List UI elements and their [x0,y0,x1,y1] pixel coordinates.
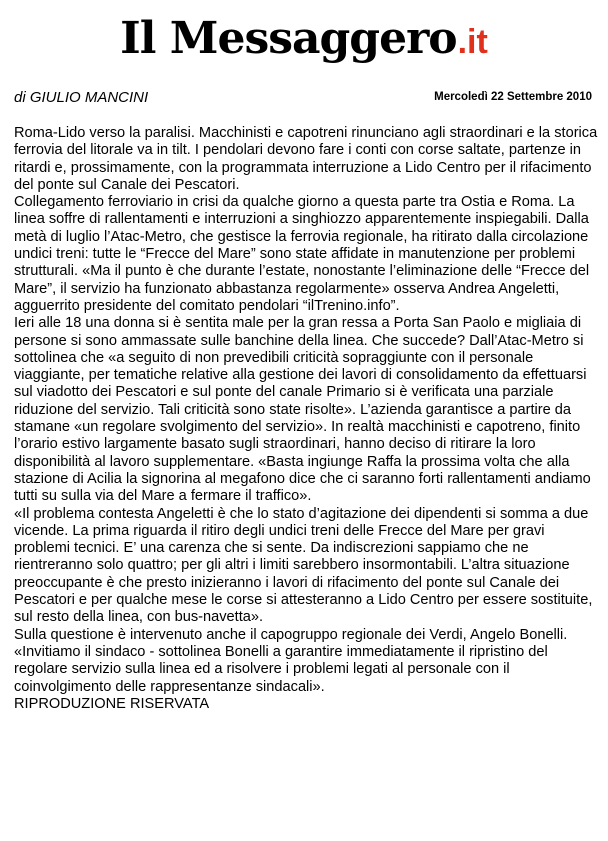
publication-date: Mercoledì 22 Settembre 2010 [434,91,592,103]
article-paragraph: Collegamento ferroviario in crisi da qualche giorno a questa parte tra Ostia e Roma. La linea soffre di rallentamenti e interruzioni a singhiozzo apparentemente inspiegabili. Dalla metà di luglio l’Atac-Metro, che gestisce la ferrovia regionale, ha ritirato dalla circolazione undici treni: tutte le “Frecce del Mare” sono state affidate in manutenzione per problemi strutturali. «Ma il punto è che durante l’estate, nonostante l’eliminazione delle “Frecce del Mare”, il servizio ha funzionato abbastanza regolarmente» osserva Andrea Angeletti, agguerrito presidente del comitato pendolari “ilTrenino.info”. [14,194,590,314]
author-byline: di GIULIO MANCINI [14,89,149,106]
masthead-logo [0,6,608,72]
byline [12,89,592,109]
article-paragraph: Roma-Lido verso la paralisi. Macchinisti e capotreni rinunciano agli straordinari e la storica ferrovia del litorale va in tilt. I pendolari devono fare i conti con corse saltate, partenze in ritardi e, prossimamente, con la programmata interruzione a Lido Centro per il rifacimento del ponte sul Canale dei Pescatori. [14,125,598,193]
article-body [14,125,600,713]
article-paragraph: Ieri alle 18 una donna si è sentita male per la gran ressa a Porta San Paolo e migliaia di persone si sono ammassate sulle banchine della linea. Che succede? Dall’Atac-Metro si sottolinea che «a seguito di non prevedibili criticità sopraggiunte con il personale viaggiante, per tematiche relative alla gestione dei lavori di consolidamento da effettuarsi sul viadotto dei Pescatori e sul ponte del canale Primario si è verificata una parziale riduzione del servizio. Tali criticità sono state risolte». L’azienda garantisce a partire da stamane «un regolare svolgimento del servizio». In realtà macchinisti e capotreno, finito l’orario estivo largamente basato sugli straordinari, hanno deciso di ritirare la loro disponibilità al lavoro supplementare. «Basta ingiunge Raffa la prossima volta che alla stazione di Acilia la signorina al megafono dice che ci saranno forti rallentamenti andiamo tutti su sulla via del Mare a fermare il traffico». [14,315,591,505]
logo-wordmark: Il Messaggero [120,13,457,64]
logo-domain-suffix: .it [457,23,488,61]
article-paragraph: Sulla questione è intervenuto anche il capogruppo regionale dei Verdi, Angelo Bonelli. «Invitiamo il sindaco - sottolinea Bonelli a garantire immediatamente il ripristino del regolare servizio sulla linea ed a risolvere i problemi legati al personale con il coinvolgimento delle rappresentanze sindacali». [14,626,568,695]
article-paragraph: «Il problema contesta Angeletti è che lo stato d’agitazione dei dipendenti si somma a due vicende. La prima riguarda il ritiro degli undici treni delle Frecce del Mare per gravi problemi tecnici. E’ una carenza che si sente. Da indiscrezioni sappiamo che ne rientreranno solo quattro; per gli altri i limiti sarebbero insormontabili. L’altra situazione preoccupante è che presto inizieranno i lavori di rifacimento del ponte sul Canale dei Pescatori e per qualche mese le corse si attesteranno a Lido Centro per essere sostituite, sul resto della linea, con bus-navetta». [14,505,593,626]
copyright-notice: RIPRODUZIONE RISERVATA [14,695,210,712]
